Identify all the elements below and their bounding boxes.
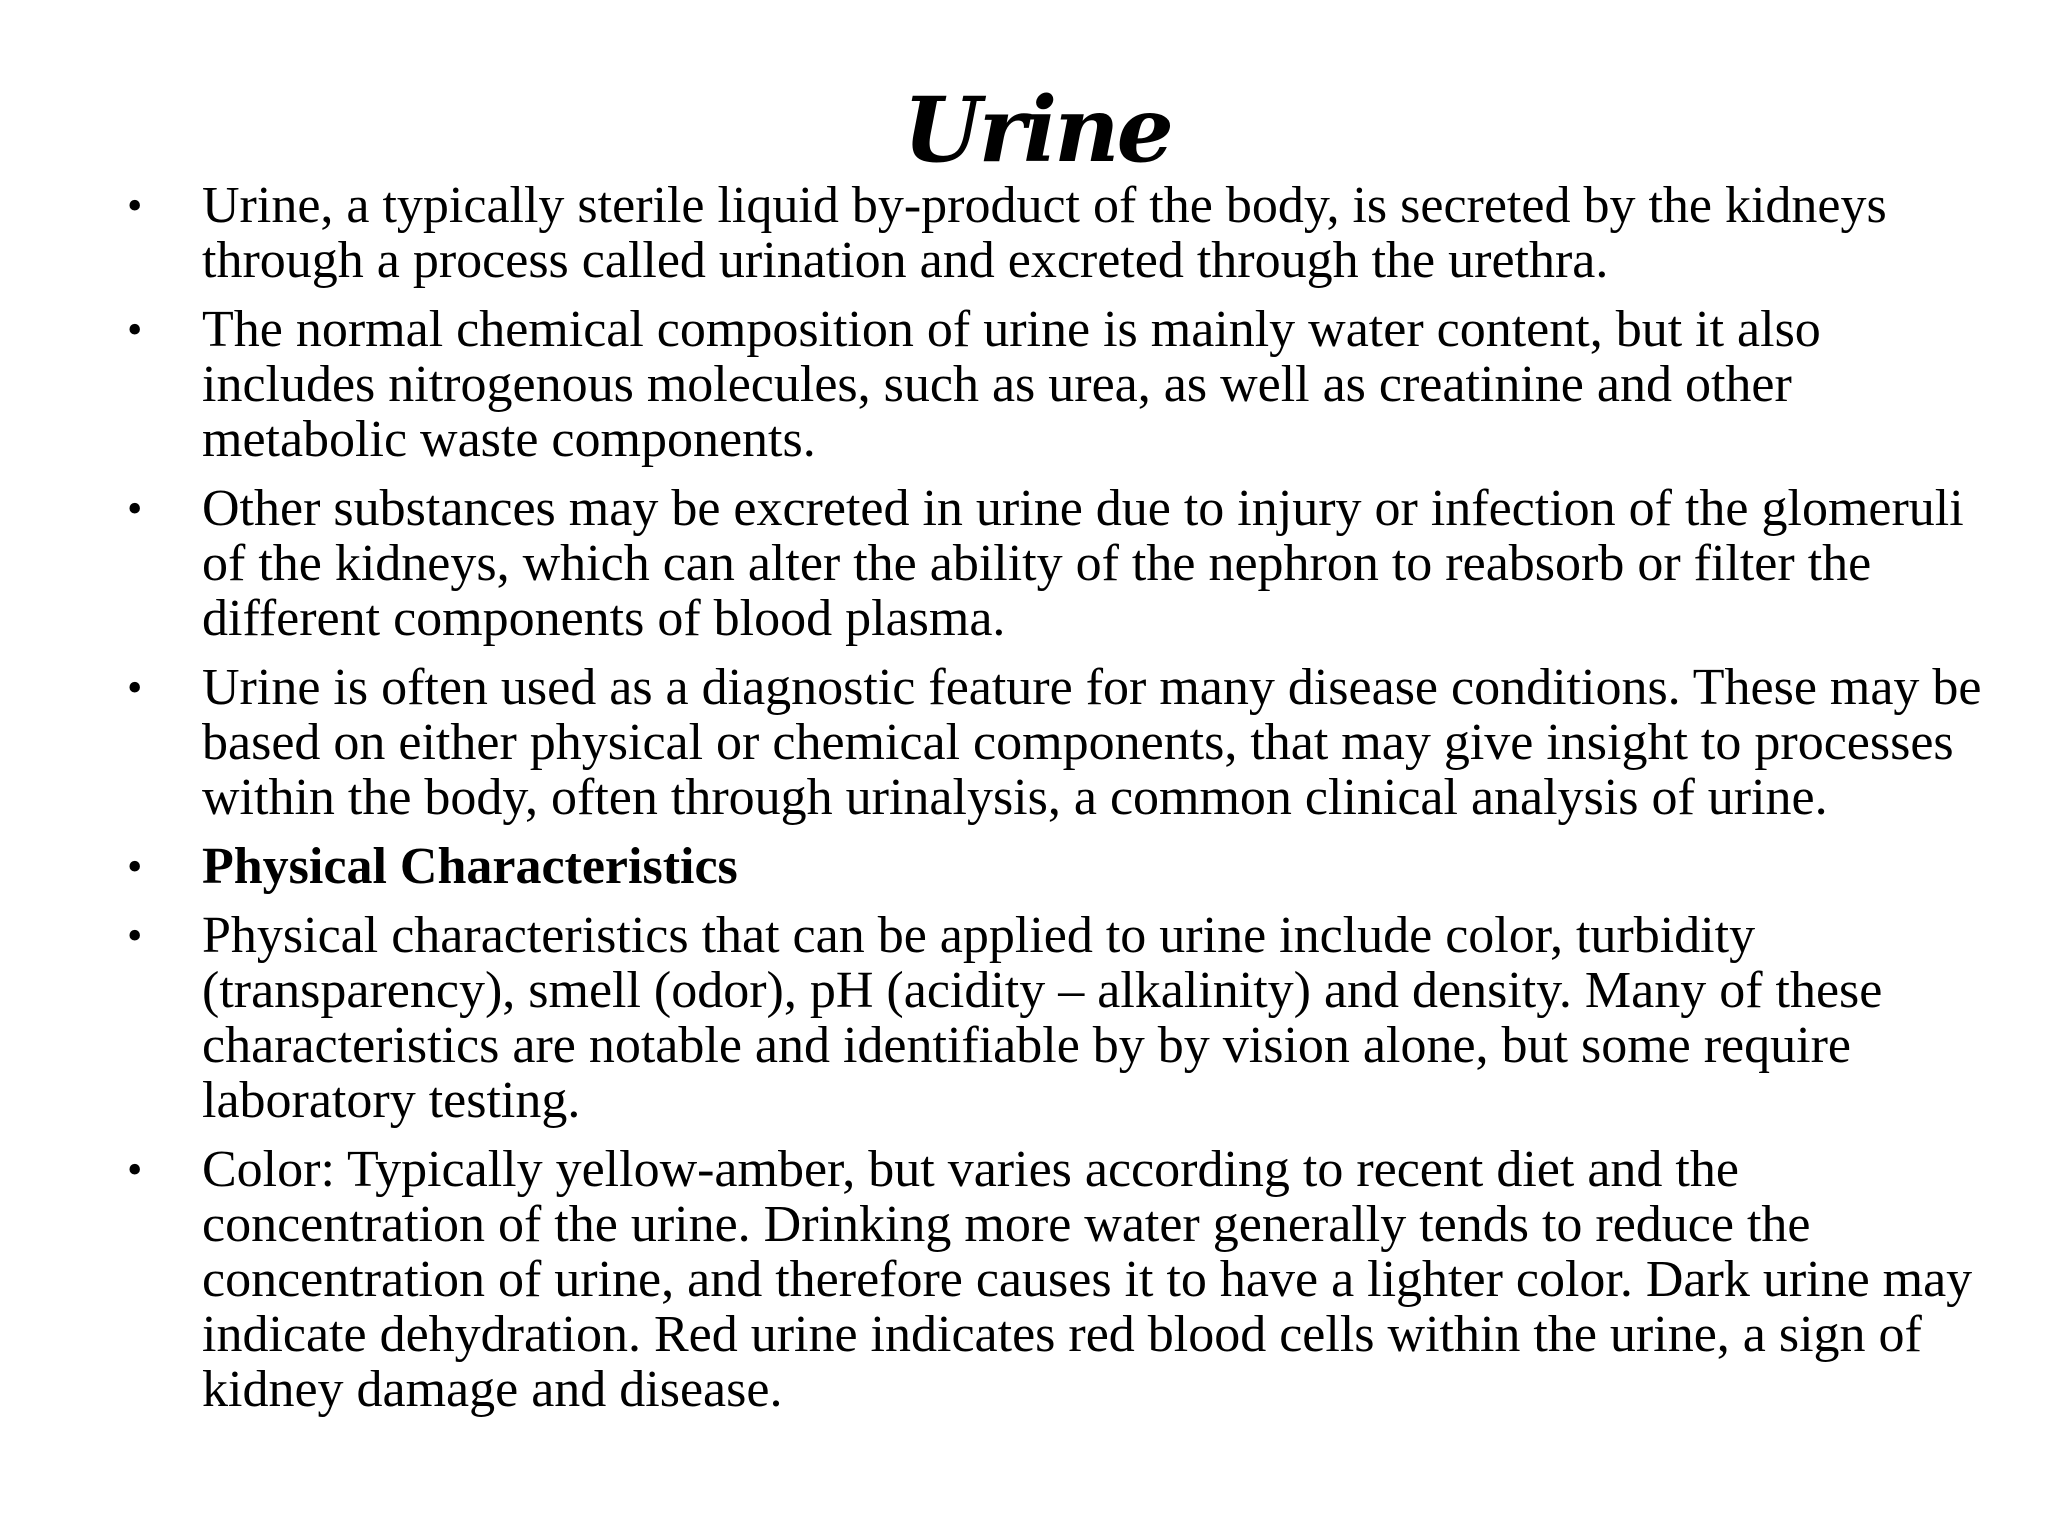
bullet-item-physical-heading [118, 839, 1988, 894]
bullet-icon: • [127, 484, 143, 533]
bullet-text: The normal chemical composition of urine is mainly water content, but it also includes nitrogenous molecules, such as urea, as well as creatinine and other metabolic waste components. [202, 301, 1821, 468]
bullet-item-other-substances [118, 481, 1988, 646]
slide-title: Urine [903, 77, 1171, 183]
bullet-list [118, 178, 1988, 1431]
bullet-item-physical-characteristics [118, 908, 1988, 1128]
bullet-text: Other substances may be excreted in urine due to injury or infection of the glomeruli of the kidneys, which can alter the ability of the nephron to reabsorb or filter the different components of blood plasma. [202, 480, 1964, 647]
bullet-text: Urine, a typically sterile liquid by-product of the body, is secreted by the kidneys through a process called urination and excreted through the urethra. [202, 177, 1887, 289]
bullet-icon: • [127, 842, 143, 891]
bullet-icon: • [127, 305, 143, 354]
bullet-item-composition [118, 302, 1988, 467]
bullet-icon: • [127, 663, 143, 712]
bullet-item-color [118, 1142, 1988, 1417]
bullet-text: Urine is often used as a diagnostic feature for many disease conditions. These may be based on either physical or chemical components, that may give insight to processes within the body, often through urinalysis, a common clinical analysis of urine. [202, 659, 1982, 826]
bullet-text: Color: Typically yellow-amber, but varies according to recent diet and the concentration of the urine. Drinking more water generally tends to reduce the concentration of urine, and therefore causes it to have a lighter color. Dark urine may indicate dehydration. Red urine indicates red blood cells within the urine, a sign of kidney damage and disease. [202, 1141, 1973, 1418]
bullet-icon: • [127, 911, 143, 960]
bullet-item-definition [118, 178, 1988, 288]
bullet-text: Physical characteristics that can be applied to urine include color, turbidity (transparency), smell (odor), pH (acidity – alkalinity) and density. Many of these characteristics are notable and identifiable by by vision alone, but some require laboratory testing. [202, 907, 1883, 1129]
bullet-item-diagnostic [118, 660, 1988, 825]
bullet-icon: • [127, 181, 143, 230]
section-heading: Physical Characteristics [202, 838, 738, 895]
bullet-icon: • [127, 1145, 143, 1194]
